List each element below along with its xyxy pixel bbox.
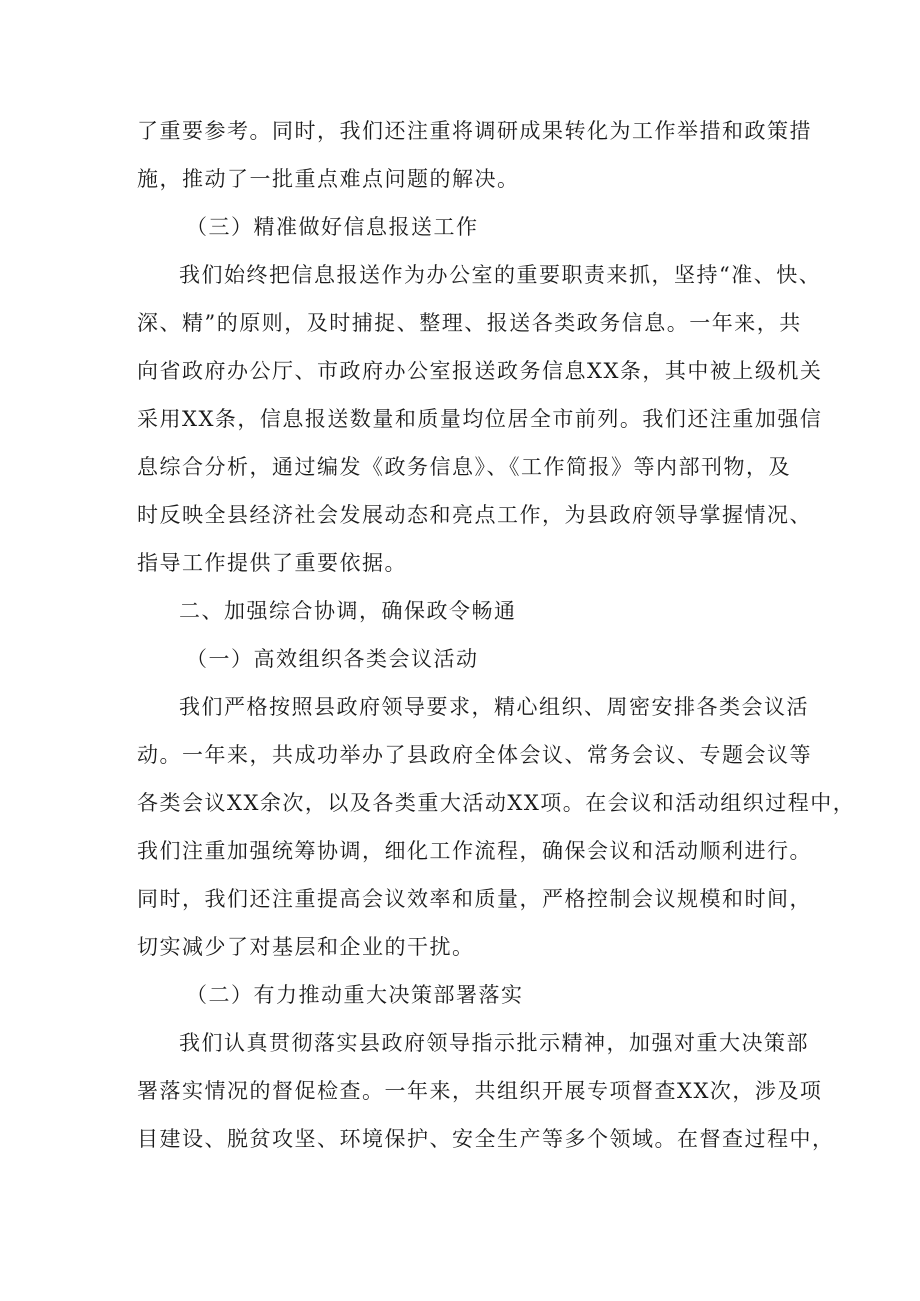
subsection-heading: （二）有力推动重大决策部署落实 [186, 983, 524, 1007]
paragraph-first-line: 我们认真贯彻落实县政府领导指示批示精神，加强对重大决策部 [179, 1031, 809, 1055]
body-line: 同时，我们还注重提高会议效率和质量，严格控制会议规模和时间， [137, 887, 812, 911]
body-line: 指导工作提供了重要依据。 [137, 551, 407, 575]
body-line: 深、精”的原则，及时捕捉、整理、报送各类政务信息。一年来，共 [137, 311, 802, 335]
body-line: 息综合分析，通过编发《政务信息》、《工作简报》等内部刊物，及 [137, 455, 791, 479]
body-line: 向省政府办公厅、市政府办公室报送政务信息XX条，其中被上级机关 [137, 359, 823, 383]
body-line: 施，推动了一批重点难点问题的解决。 [137, 167, 520, 191]
body-line: 时反映全县经济社会发展动态和亮点工作，为县政府领导掌握情况、 [137, 503, 812, 527]
body-line: 动。一年来，共成功举办了县政府全体会议、常务会议、专题会议等 [137, 743, 812, 767]
body-line: 各类会议XX余次，以及各类重大活动XX项。在会议和活动组织过程中， [137, 791, 856, 815]
paragraph-first-line: 我们始终把信息报送作为办公室的重要职责来抓，坚持“准、快、 [179, 263, 822, 287]
subsection-heading: （一）高效组织各类会议活动 [186, 647, 479, 671]
body-line: 署落实情况的督促检查。一年来，共组织开展专项督查XX次，涉及项 [137, 1079, 823, 1103]
body-line: 了重要参考。同时，我们还注重将调研成果转化为工作举措和政策措 [137, 119, 812, 143]
body-line: 我们注重加强统筹协调，细化工作流程，确保会议和活动顺利进行。 [137, 839, 812, 863]
body-line: 切实减少了对基层和企业的干扰。 [137, 935, 475, 959]
paragraph-first-line: 我们严格按照县政府领导要求，精心组织、周密安排各类会议活 [179, 695, 809, 719]
body-line: 采用XX条，信息报送数量和质量均位居全市前列。我们还注重加强信 [137, 407, 823, 431]
section-heading: 二、加强综合协调，确保政令畅通 [179, 599, 517, 623]
subsection-heading: （三）精准做好信息报送工作 [186, 215, 479, 239]
body-line: 目建设、脱贫攻坚、环境保护、安全生产等多个领域。在督查过程中， [137, 1127, 835, 1151]
